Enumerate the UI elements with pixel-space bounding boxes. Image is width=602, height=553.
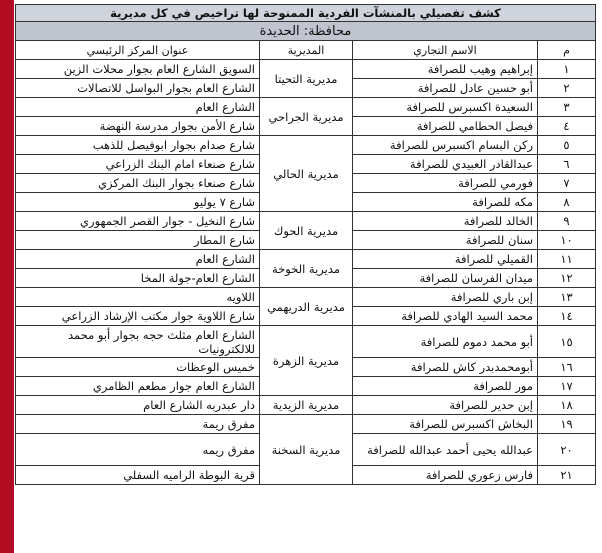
row-number: ١٠ — [538, 231, 596, 250]
business-name: أبو محمد دموم للصرافة — [353, 326, 538, 358]
table-title: كشف تفصيلي بالمنشآت الفردية الممنوحة لها تراخيص في كل مديرية — [15, 5, 595, 22]
table-row — [15, 396, 595, 415]
header-row — [15, 41, 595, 60]
table-row — [15, 136, 595, 155]
address-cell: الشارع العام بجوار البواسل للاتصالات — [15, 79, 259, 98]
address-cell: الشارع العام-جولة المخا — [15, 269, 259, 288]
table-row — [15, 326, 595, 358]
row-number: ٤ — [538, 117, 596, 136]
directorate-cell: مديرية الخوخة — [260, 250, 353, 288]
business-name: إبن حدير للصرافة — [353, 396, 538, 415]
address-cell: الشارع العام مثلث حجه بجوار أبو محمد للالكترونيات — [15, 326, 259, 358]
business-name: سنان للصرافة — [353, 231, 538, 250]
table-title-row — [15, 5, 595, 22]
row-number: ١٢ — [538, 269, 596, 288]
table-row — [15, 212, 595, 231]
row-number: ٦ — [538, 155, 596, 174]
row-number: ١٣ — [538, 288, 596, 307]
business-name: البخاش اكسبرس للصرافة — [353, 415, 538, 434]
business-name: مكه للصرافة — [353, 193, 538, 212]
license-table-document — [16, 4, 596, 485]
address-cell: دار عبدربه الشارع العام — [15, 396, 259, 415]
directorate-cell: مديرية الحوك — [260, 212, 353, 250]
page-edge-stripe — [0, 0, 14, 553]
address-cell: الشارع العام — [15, 250, 259, 269]
address-cell: شارع المطار — [15, 231, 259, 250]
business-name: عبدالله يحيى أحمد عبدالله للصرافة — [353, 434, 538, 466]
row-number: ١١ — [538, 250, 596, 269]
address-cell: الشارع العام — [15, 98, 259, 117]
header-name: الاسم التجاري — [353, 41, 538, 60]
header-address: عنوان المركز الرئيسي — [15, 41, 259, 60]
address-cell: شارع ٧ يوليو — [15, 193, 259, 212]
directorate-cell: مديرية الزهرة — [260, 326, 353, 396]
directorate-cell: مديرية التحيتا — [260, 60, 353, 98]
address-cell: الشارع العام جوار مطعم الظامري — [15, 377, 259, 396]
address-cell: شارع النخيل - جوار القصر الجمهوري — [15, 212, 259, 231]
business-name: فورمي للصرافة — [353, 174, 538, 193]
business-name: مور للصرافة — [353, 377, 538, 396]
business-name: إبن باري للصرافة — [353, 288, 538, 307]
business-name: ركن البسام اكسبرس للصرافة — [353, 136, 538, 155]
header-directorate: المديرية — [260, 41, 353, 60]
row-number: ١٧ — [538, 377, 596, 396]
business-name: محمد السيد الهادي للصرافة — [353, 307, 538, 326]
business-name: القميلي للصرافة — [353, 250, 538, 269]
governorate-row — [15, 22, 595, 41]
table-row — [15, 288, 595, 307]
address-cell: شارع اللاوية جوار مكتب الإرشاد الزراعي — [15, 307, 259, 326]
row-number: ١٥ — [538, 326, 596, 358]
address-cell: قرية البوطة الراميه السفلي — [15, 466, 259, 485]
row-number: ٨ — [538, 193, 596, 212]
row-number: ١٩ — [538, 415, 596, 434]
address-cell: السويق الشارع العام بجوار محلات الزين — [15, 60, 259, 79]
table-row — [15, 415, 595, 434]
address-cell: شارع صنعاء بجوار البنك المركزي — [15, 174, 259, 193]
row-number: ٢٠ — [538, 434, 596, 466]
row-number: ١٨ — [538, 396, 596, 415]
address-cell: خميس الوعظات — [15, 358, 259, 377]
address-cell: مفرق ريمه — [15, 434, 259, 466]
directorate-cell: مديرية الجراحي — [260, 98, 353, 136]
business-name: الخالد للصرافة — [353, 212, 538, 231]
license-table — [15, 4, 596, 485]
business-name: فارس زعوري للصرافة — [353, 466, 538, 485]
row-number: ١٤ — [538, 307, 596, 326]
address-cell: اللاويه — [15, 288, 259, 307]
address-cell: شارع صدام بجوار ابوفيصل للذهب — [15, 136, 259, 155]
address-cell: شارع الأمن بجوار مدرسة النهضة — [15, 117, 259, 136]
directorate-cell: مديرية السخنة — [260, 415, 353, 485]
row-number: ١٦ — [538, 358, 596, 377]
table-row — [15, 60, 595, 79]
directorate-cell: مديرية الحالي — [260, 136, 353, 212]
row-number: ٩ — [538, 212, 596, 231]
directorate-cell: مديرية الدريهمي — [260, 288, 353, 326]
row-number: ٣ — [538, 98, 596, 117]
row-number: ٢ — [538, 79, 596, 98]
business-name: أبو حسين عادل للصرافة — [353, 79, 538, 98]
row-number: ٥ — [538, 136, 596, 155]
row-number: ١ — [538, 60, 596, 79]
row-number: ٧ — [538, 174, 596, 193]
table-row — [15, 250, 595, 269]
business-name: أبومحمدبدر كاش للصرافة — [353, 358, 538, 377]
business-name: السعيدة اكسبرس للصرافة — [353, 98, 538, 117]
table-row — [15, 98, 595, 117]
business-name: فيصل الحطامي للصرافة — [353, 117, 538, 136]
address-cell: شارع صنعاء امام البنك الزراعي — [15, 155, 259, 174]
directorate-cell: مديرية الزيدية — [260, 396, 353, 415]
header-num: م — [538, 41, 596, 60]
governorate-label: محافظة: الحديدة — [15, 22, 595, 41]
business-name: عبدالقادر العبيدي للصرافة — [353, 155, 538, 174]
address-cell: مفرق ريمة — [15, 415, 259, 434]
row-number: ٢١ — [538, 466, 596, 485]
business-name: إبراهيم وهيب للصرافة — [353, 60, 538, 79]
business-name: ميدان الفرسان للصرافة — [353, 269, 538, 288]
